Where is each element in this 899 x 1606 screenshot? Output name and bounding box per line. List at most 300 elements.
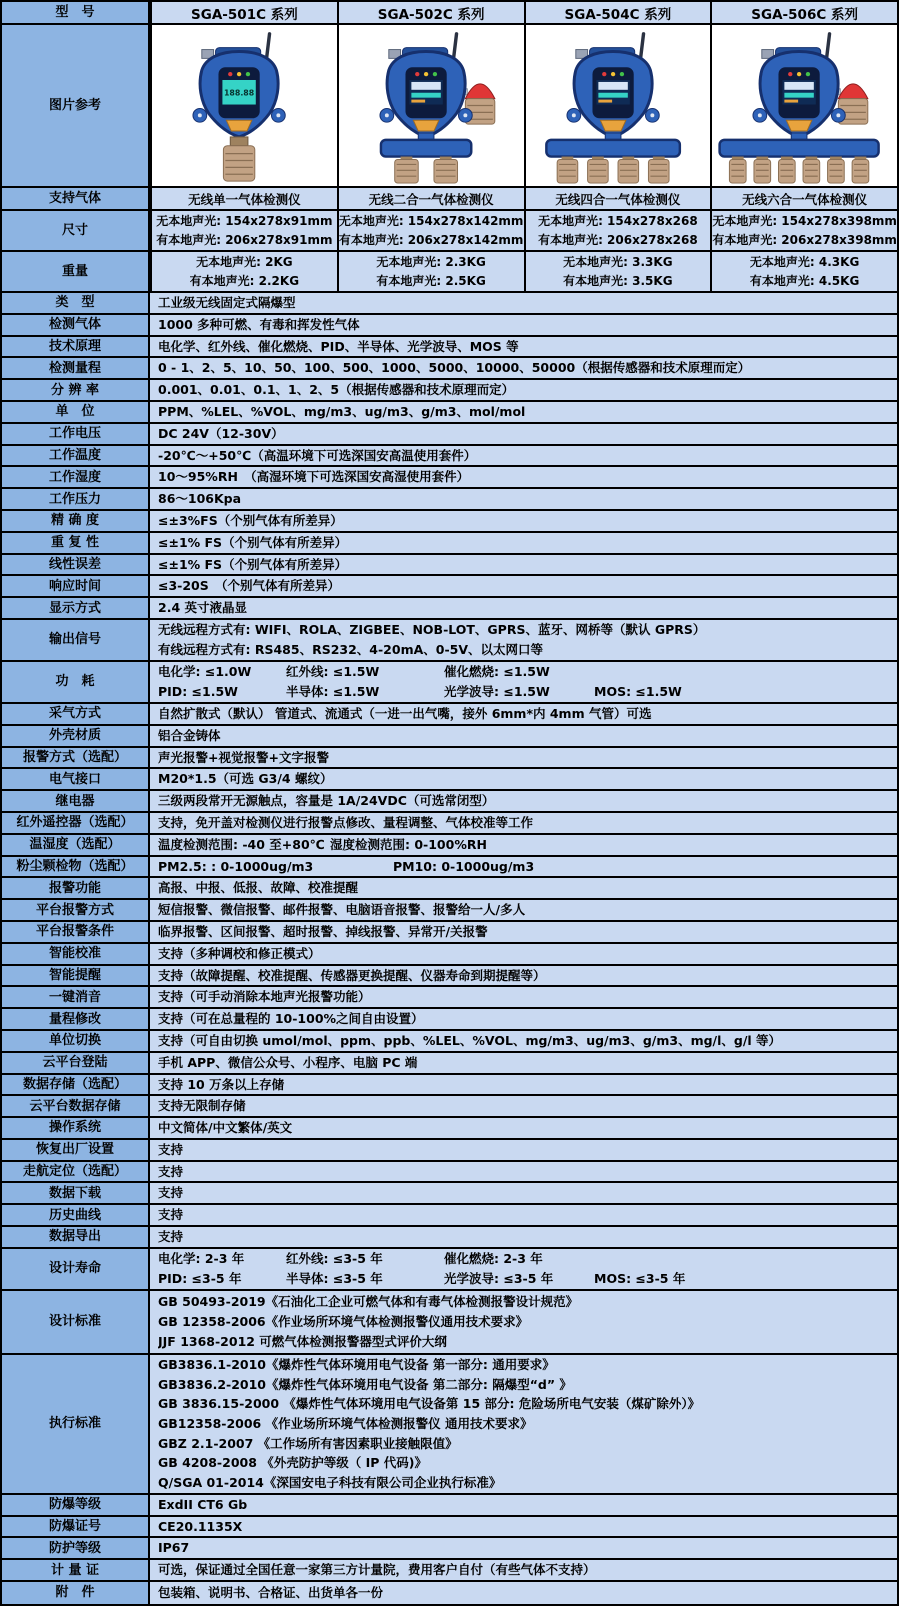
value-line: ExdII CT6 Gb	[158, 1496, 248, 1512]
row-value	[150, 769, 897, 789]
value-segment: 催化燃烧: ≤1.5W	[444, 663, 550, 679]
value-segment: PID: ≤3-5 年	[158, 1270, 242, 1286]
row-label: 云平台登陆	[2, 1053, 150, 1073]
value-line: Q/SGA 01-2014《深国安电子科技有限公司企业执行标准》	[158, 1475, 502, 1491]
row-value	[150, 704, 897, 724]
table-row-voltage	[2, 424, 897, 446]
value-line	[158, 1269, 889, 1289]
gas-detector-illustration	[339, 26, 524, 186]
table-row-smart-cal	[2, 944, 897, 966]
value-line	[158, 1249, 889, 1269]
table-row-repeatability	[2, 533, 897, 555]
value-line: 无线远程方式有: WIFI、ROLA、ZIGBEE、NOB-LOT、GPRS、蓝牙、网桥等（默认 GPRS）	[158, 621, 706, 637]
value-line: 0.001、0.01、0.1、1、2、5（根据传感器和技术原理而定）	[158, 382, 515, 398]
value-line: GB 3836.15-2000 《爆炸性气体环境用电气设备第 15 部分: 危险场所电气安装（煤矿除外）》	[158, 1396, 701, 1412]
value-line: 有线远程方式有: RS485、RS232、4-20mA、0-5V、以太网口等	[158, 641, 544, 657]
row-label: 分 辨 率	[2, 380, 150, 400]
row-label: 平台报警方式	[2, 900, 150, 920]
table-row-range-modify	[2, 1009, 897, 1031]
value-line: 支持	[158, 1229, 184, 1245]
row-label: 功 耗	[2, 662, 150, 702]
sensor-head-icon	[223, 136, 254, 180]
table-row-housing	[2, 726, 897, 748]
column-cell	[524, 211, 711, 250]
value-segment: 光学波导: ≤3-5 年	[444, 1270, 554, 1286]
row-value	[150, 446, 897, 466]
value-line: ≤3-20S （个别气体有所差异）	[158, 578, 341, 594]
detector-body-icon	[566, 47, 658, 136]
value-segment: 电化学: 2-3 年	[158, 1250, 245, 1266]
row-value	[150, 467, 897, 487]
row-label: 输出信号	[2, 620, 150, 660]
column-cell	[150, 252, 337, 291]
row-label: 报警功能	[2, 878, 150, 898]
row-value	[150, 315, 897, 335]
row-label: 防爆证号	[2, 1517, 150, 1537]
row-label: 温湿度（选配）	[2, 835, 150, 855]
row-label: 云平台数据存储	[2, 1096, 150, 1116]
model-name: SGA-504C 系列	[524, 2, 711, 23]
row-value	[150, 511, 897, 531]
row-label: 工作温度	[2, 446, 150, 466]
table-row-principle	[2, 337, 897, 359]
table-row-alarm-mode	[2, 748, 897, 770]
table-row-output-signal	[2, 620, 897, 662]
value-line: 支持（多种调校和修正模式）	[158, 945, 321, 961]
column-cell	[337, 211, 524, 250]
table-row-relay	[2, 791, 897, 813]
cell-line: 无本地声光: 2.3KG	[376, 254, 486, 269]
manifold-icon	[546, 139, 679, 156]
table-row-detect-gas	[2, 315, 897, 337]
value-line: GB3836.2-2010《爆炸性气体环境用电气设备 第二部分: 隔爆型“d” 》	[158, 1376, 572, 1392]
value-line: M20*1.5（可选 G3/4 螺纹）	[158, 771, 333, 787]
sensor-head-icon	[852, 156, 869, 183]
row-value	[150, 1495, 897, 1515]
row-label: 智能校准	[2, 944, 150, 964]
row-value	[150, 878, 897, 898]
column-cell	[150, 211, 337, 250]
row-label: 数据存储（选配）	[2, 1075, 150, 1095]
row-value	[150, 1517, 897, 1537]
row-label: 支持气体	[2, 188, 150, 209]
value-line: 支持（可手动消除本地声光报警功能）	[158, 989, 371, 1005]
value-line: PPM、%LEL、%VOL、mg/m3、ug/m3、g/m3、mol/mol	[158, 403, 526, 419]
table-row-cloud-login	[2, 1053, 897, 1075]
row-value	[150, 966, 897, 986]
table-row-exec-std	[2, 1355, 897, 1495]
cell-line: 无本地声光: 154x278x268	[538, 213, 698, 228]
row-label: 报警方式（选配）	[2, 748, 150, 768]
row-value	[150, 1162, 897, 1182]
row-value	[150, 358, 897, 378]
row-value	[150, 813, 897, 833]
device-image-2	[524, 25, 711, 186]
row-label: 工作电压	[2, 424, 150, 444]
sensor-head-icon	[828, 156, 845, 183]
value-line: GBZ 2.1-2007 《工作场所有害因素职业接触限值》	[158, 1435, 458, 1451]
value-line: 2.4 英寸液晶显	[158, 600, 247, 616]
device-image-0	[150, 25, 337, 186]
row-label: 单 位	[2, 402, 150, 422]
table-row-electrical-interface	[2, 769, 897, 791]
table-row-smart-remind	[2, 966, 897, 988]
value-line: 支持，免开盖对检测仪进行报警点修改、量程调整、气体校准等工作	[158, 814, 534, 830]
value-line: GB12358-2006 《作业场所环境气体检测报警仪 通用技术要求》	[158, 1416, 533, 1432]
table-row-unit	[2, 402, 897, 424]
row-label: 恢复出厂设置	[2, 1140, 150, 1160]
sensor-head-icon	[434, 156, 458, 183]
cell-line: 无本地声光: 154x278x398mm	[712, 213, 897, 228]
row-value	[150, 1009, 897, 1029]
gas-detector-illustration	[526, 26, 711, 186]
value-segment: 温度检测范围: -40 至+80℃	[158, 836, 325, 852]
device-image-1	[337, 25, 524, 186]
value-segment: MOS: ≤1.5W	[594, 683, 682, 699]
model-name: SGA-506C 系列	[710, 2, 897, 23]
table-row-dimensions	[2, 211, 897, 252]
row-label: 电气接口	[2, 769, 150, 789]
value-segment: MOS: ≤3-5 年	[594, 1270, 686, 1286]
table-row-ir-remote	[2, 813, 897, 835]
row-value	[150, 726, 897, 746]
row-value	[150, 1183, 897, 1203]
detector-body-icon	[380, 47, 472, 136]
row-label: 类 型	[2, 293, 150, 313]
row-label: 数据下载	[2, 1183, 150, 1203]
table-row-response-time	[2, 576, 897, 598]
value-segment: 电化学: ≤1.0W	[158, 663, 252, 679]
table-row-display	[2, 598, 897, 620]
value-line: 支持（故障提醒、校准提醒、传感器更换提醒、仪器寿命到期提醒等）	[158, 967, 546, 983]
table-row-range	[2, 358, 897, 380]
column-cell	[524, 252, 711, 291]
table-row-accuracy	[2, 511, 897, 533]
detector-body-icon	[753, 47, 845, 136]
table-row-data-export	[2, 1227, 897, 1249]
sensor-head-icon	[730, 156, 747, 183]
sensor-head-icon	[394, 156, 418, 183]
value-line: GB 50493-2019《石油化工企业可燃气体和有毒气体检测报警设计规范》	[158, 1293, 579, 1309]
row-value	[150, 1096, 897, 1116]
value-line: JJF 1368-2012 可燃气体检测报警器型式评价大纲	[158, 1333, 447, 1349]
value-line: 高报、中报、低报、故障、校准提醒	[158, 880, 359, 896]
value-line: 自然扩散式（默认） 管道式、流通式（一进一出气嘴，接外 6mm*内 4mm 气管）可选	[158, 705, 652, 721]
value-segment: 红外线: ≤1.5W	[286, 663, 380, 679]
value-line	[158, 857, 889, 877]
value-line: ≤±3%FS（个别气体有所差异）	[158, 512, 343, 528]
row-value	[150, 1140, 897, 1160]
row-value	[150, 1582, 897, 1604]
value-line: 铝合金铸体	[158, 727, 221, 743]
value-segment: 半导体: ≤1.5W	[286, 683, 380, 699]
row-value	[150, 1205, 897, 1225]
table-row-cloud-storage	[2, 1096, 897, 1118]
row-label: 走航定位（选配）	[2, 1162, 150, 1182]
table-row-resolution	[2, 380, 897, 402]
table-row-type	[2, 293, 897, 315]
row-label: 设计寿命	[2, 1249, 150, 1289]
value-line: 1000 多种可燃、有毒和挥发性气体	[158, 316, 360, 332]
gas-detector-illustration	[712, 26, 897, 186]
table-row-history-curve	[2, 1205, 897, 1227]
value-line: 包装箱、说明书、合格证、出货单各一份	[158, 1584, 384, 1600]
table-row-model	[2, 2, 897, 25]
row-value	[150, 1118, 897, 1138]
table-row-work-temp	[2, 446, 897, 468]
value-line: CE20.1135X	[158, 1518, 243, 1534]
table-row-os	[2, 1118, 897, 1140]
table-row-data-storage	[2, 1075, 897, 1097]
row-label: 粉尘颗检物（选配）	[2, 857, 150, 877]
row-label: 检测量程	[2, 358, 150, 378]
row-value	[150, 791, 897, 811]
sensor-head-icon	[618, 156, 639, 183]
row-value	[150, 835, 897, 855]
value-line: 声光报警+视觉报警+文字报警	[158, 749, 329, 765]
cell-line: 有本地声光: 2.5KG	[376, 273, 486, 288]
column-value: 无线二合一气体检测仪	[337, 188, 524, 209]
row-label: 平台报警条件	[2, 922, 150, 942]
row-value	[150, 1227, 897, 1247]
gas-detector-illustration	[152, 26, 337, 186]
row-value	[150, 1053, 897, 1073]
table-row-data-download	[2, 1183, 897, 1205]
row-label: 重 复 性	[2, 533, 150, 553]
table-row-alarm-func	[2, 878, 897, 900]
row-label: 执行标准	[2, 1355, 150, 1493]
sensor-head-icon	[754, 156, 771, 183]
value-segment: PM2.5: : 0-1000ug/m3	[158, 858, 314, 874]
row-value	[150, 922, 897, 942]
column-value: 无线单一气体检测仪	[150, 188, 337, 209]
value-line: IP67	[158, 1540, 190, 1556]
row-value	[150, 987, 897, 1007]
device-image-3	[710, 25, 897, 186]
value-line: DC 24V（12-30V）	[158, 425, 284, 441]
row-label: 工作压力	[2, 489, 150, 509]
value-line: 三级两段常开无源触点，容量是 1A/24VDC（可选常闭型）	[158, 793, 495, 809]
table-row-sampling	[2, 704, 897, 726]
table-row-unit-switch	[2, 1031, 897, 1053]
value-line: 支持（可自由切换 umol/mol、ppm、ppb、%LEL、%VOL、mg/m3、ug/m3、g/m3、mg/l、g/l 等）	[158, 1032, 782, 1048]
detector-body-icon	[193, 47, 285, 136]
row-value	[150, 533, 897, 553]
table-row-life	[2, 1249, 897, 1291]
row-value	[150, 402, 897, 422]
table-row-temphum	[2, 835, 897, 857]
table-row-metering-cert	[2, 1560, 897, 1582]
row-label: 外壳材质	[2, 726, 150, 746]
column-cell	[710, 252, 897, 291]
value-segment: PM10: 0-1000ug/m3	[393, 858, 535, 874]
row-value	[150, 1538, 897, 1558]
value-line: 工业级无线固定式隔爆型	[158, 295, 296, 310]
table-row-accessories	[2, 1582, 897, 1604]
row-label: 尺寸	[2, 211, 150, 250]
table-row-supported-gas	[2, 188, 897, 211]
table-row-ip-rating	[2, 1538, 897, 1560]
row-label: 图片参考	[2, 25, 150, 186]
cell-line: 有本地声光: 206x278x268	[538, 232, 698, 247]
table-row-photos	[2, 25, 897, 188]
row-value	[150, 1075, 897, 1095]
row-label: 防护等级	[2, 1538, 150, 1558]
row-value	[150, 576, 897, 596]
row-value	[150, 1560, 897, 1580]
row-value	[150, 1355, 897, 1493]
sensor-head-icon	[587, 156, 608, 183]
row-label: 重量	[2, 252, 150, 291]
sensor-head-icon	[648, 156, 669, 183]
value-line: 电化学、红外线、催化燃烧、PID、半导体、光学波导、MOS 等	[158, 338, 519, 354]
value-line: 支持无限制存储	[158, 1098, 246, 1114]
row-value	[150, 662, 897, 702]
row-value	[150, 555, 897, 575]
row-label: 数据导出	[2, 1227, 150, 1247]
value-line: GB3836.1-2010《爆炸性气体环境用电气设备 第一部分: 通用要求》	[158, 1356, 555, 1372]
row-value	[150, 857, 897, 877]
row-label: 操作系统	[2, 1118, 150, 1138]
manifold-icon	[381, 139, 471, 156]
value-line	[158, 662, 889, 682]
row-value	[150, 1031, 897, 1051]
value-segment: 湿度检测范围: 0-100%RH	[330, 836, 487, 852]
cell-line: 有本地声光: 206x278x142mm	[338, 232, 524, 247]
sensor-head-icon	[803, 156, 820, 183]
value-line: 可选，保证通过全国任意一家第三方计量院，费用客户自付（有些气体不支持）	[158, 1562, 596, 1578]
cell-line: 有本地声光: 206x278x91mm	[156, 232, 333, 247]
row-label: 检测气体	[2, 315, 150, 335]
cell-line: 无本地声光: 154x278x91mm	[156, 213, 333, 228]
value-line	[158, 835, 889, 855]
column-cell	[710, 211, 897, 250]
model-name: SGA-501C 系列	[150, 2, 337, 23]
model-name: SGA-502C 系列	[337, 2, 524, 23]
value-line: 支持	[158, 1207, 184, 1223]
row-value	[150, 598, 897, 618]
row-label: 一键消音	[2, 987, 150, 1007]
table-row-mute	[2, 987, 897, 1009]
row-value	[150, 337, 897, 357]
table-row-weight	[2, 252, 897, 293]
row-label: 线性误差	[2, 555, 150, 575]
value-line: 中文简体/中文繁体/英文	[158, 1120, 293, 1136]
sensor-head-icon	[557, 156, 578, 183]
table-row-exproof-cert	[2, 1517, 897, 1539]
row-label: 智能提醒	[2, 966, 150, 986]
value-line: 支持	[158, 1185, 184, 1201]
row-value	[150, 620, 897, 660]
row-value	[150, 1249, 897, 1289]
row-label: 计 量 证	[2, 1560, 150, 1580]
table-row-platform-alarm-mode	[2, 900, 897, 922]
value-line: GB 4208-2008 《外壳防护等级（ IP 代码)》	[158, 1455, 427, 1471]
table-row-linearity	[2, 555, 897, 577]
table-row-work-humidity	[2, 467, 897, 489]
row-label: 量程修改	[2, 1009, 150, 1029]
cell-line: 有本地声光: 4.5KG	[749, 273, 860, 288]
value-line: ≤±1% FS（个别气体有所差异）	[158, 534, 348, 550]
value-line: 短信报警、微信报警、邮件报警、电脑语音报警、报警给一人/多人	[158, 902, 526, 918]
value-line: -20℃～+50℃（高温环境下可选深国安高温使用套件）	[158, 447, 477, 463]
value-line: 支持	[158, 1141, 184, 1157]
row-label: 精 确 度	[2, 511, 150, 531]
value-line: 临界报警、区间报警、超时报警、掉线报警、异常开/关报警	[158, 923, 488, 939]
row-label: 设计标准	[2, 1291, 150, 1353]
value-line: 10～95%RH （高湿环境下可选深国安高湿使用套件）	[158, 469, 470, 485]
row-label: 响应时间	[2, 576, 150, 596]
cell-line: 有本地声光: 206x278x398mm	[712, 232, 897, 247]
value-segment: 红外线: ≤3-5 年	[286, 1250, 383, 1266]
table-row-power	[2, 662, 897, 704]
table-row-platform-alarm-cond	[2, 922, 897, 944]
row-value	[150, 748, 897, 768]
value-line: ≤±1% FS（个别气体有所差异）	[158, 556, 348, 572]
sensor-head-icon	[779, 156, 796, 183]
cell-line: 无本地声光: 154x278x142mm	[338, 213, 524, 228]
value-line: 支持	[158, 1163, 184, 1179]
value-line: GB 12358-2006《作业场所环境气体检测报警仪通用技术要求》	[158, 1313, 529, 1329]
table-row-pressure	[2, 489, 897, 511]
row-label: 采气方式	[2, 704, 150, 724]
manifold-icon	[720, 139, 879, 156]
row-value	[150, 944, 897, 964]
cell-line: 无本地声光: 2KG	[196, 254, 293, 269]
row-value	[150, 380, 897, 400]
row-label: 附 件	[2, 1582, 150, 1604]
table-row-nav-location	[2, 1162, 897, 1184]
row-label: 型 号	[2, 2, 150, 23]
cell-line: 无本地声光: 3.3KG	[563, 254, 673, 269]
row-label: 显示方式	[2, 598, 150, 618]
value-segment: 光学波导: ≤1.5W	[444, 683, 550, 699]
value-segment: PID: ≤1.5W	[158, 683, 238, 699]
value-segment: 半导体: ≤3-5 年	[286, 1270, 383, 1286]
row-label: 历史曲线	[2, 1205, 150, 1225]
value-line: 86～106Kpa	[158, 491, 242, 507]
column-cell	[337, 252, 524, 291]
row-value	[150, 489, 897, 509]
cell-line: 无本地声光: 4.3KG	[749, 254, 860, 269]
table-row-factory-reset	[2, 1140, 897, 1162]
value-line: 0 - 1、2、5、10、50、100、500、1000、5000、10000、50000（根据传感器和技术原理而定）	[158, 360, 751, 376]
svg-text:188.88: 188.88	[223, 88, 255, 98]
row-label: 单位切换	[2, 1031, 150, 1051]
table-row-exproof-grade	[2, 1495, 897, 1517]
row-value	[150, 293, 897, 313]
cell-line: 有本地声光: 2.2KG	[189, 273, 300, 288]
table-row-dust	[2, 857, 897, 879]
cell-line: 有本地声光: 3.5KG	[563, 273, 673, 288]
row-label: 继电器	[2, 791, 150, 811]
row-value	[150, 424, 897, 444]
value-line: 手机 APP、微信公众号、小程序、电脑 PC 端	[158, 1054, 418, 1070]
table-row-design-std	[2, 1291, 897, 1355]
row-value	[150, 1291, 897, 1353]
row-label: 工作湿度	[2, 467, 150, 487]
row-label: 红外遥控器（选配）	[2, 813, 150, 833]
value-line	[158, 682, 889, 702]
value-line: 支持（可在总量程的 10-100%之间自由设置）	[158, 1011, 424, 1027]
column-value: 无线六合一气体检测仪	[710, 188, 897, 209]
row-value	[150, 900, 897, 920]
value-line: 支持 10 万条以上存储	[158, 1076, 285, 1092]
row-label: 技术原理	[2, 337, 150, 357]
row-label: 防爆等级	[2, 1495, 150, 1515]
column-value: 无线四合一气体检测仪	[524, 188, 711, 209]
value-segment: 催化燃烧: 2-3 年	[444, 1250, 543, 1266]
